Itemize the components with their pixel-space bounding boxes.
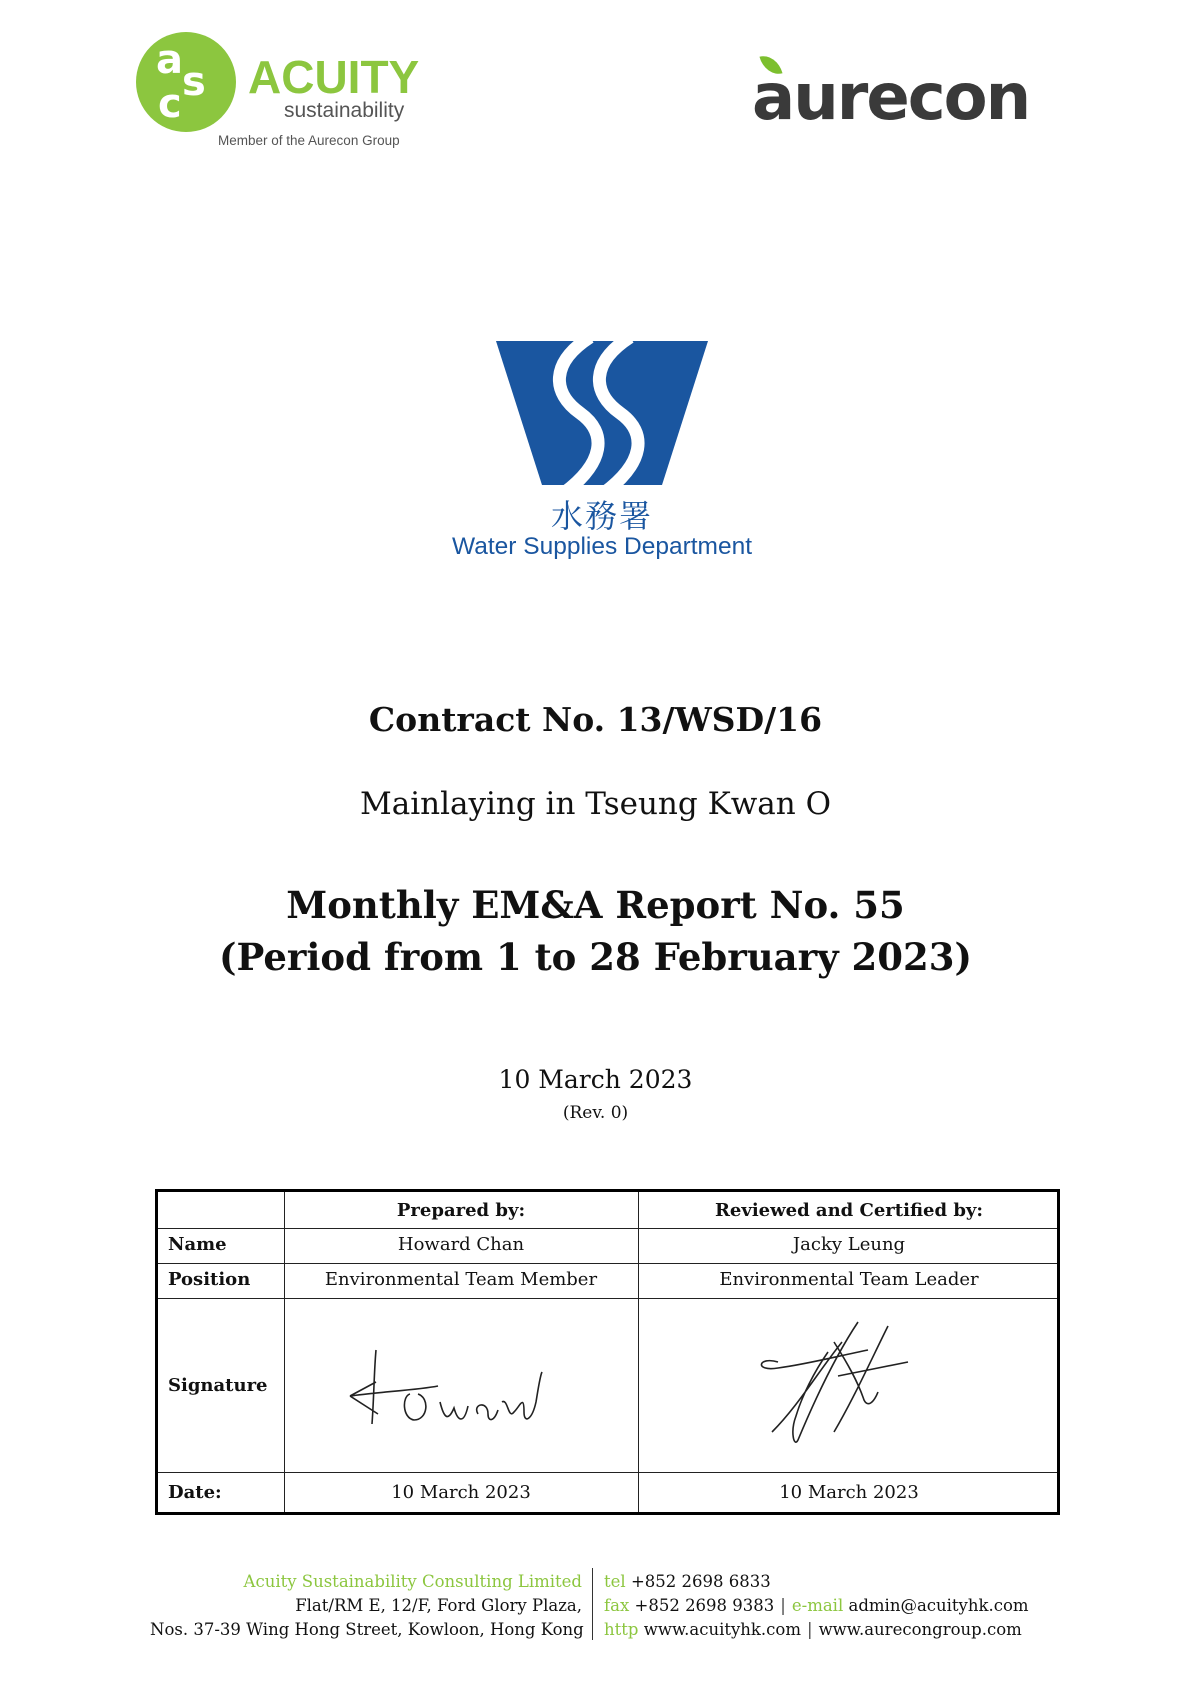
reviewed-name: Jacky Leung xyxy=(792,1234,906,1255)
acuity-wordmark: ACUITY xyxy=(248,51,420,103)
footer-divider xyxy=(592,1568,593,1640)
label-date: Date: xyxy=(168,1482,222,1503)
web-link-aurecon[interactable]: www.aurecongroup.com xyxy=(818,1620,1022,1639)
tel-label: tel xyxy=(604,1572,626,1591)
fax-number: +852 2698 9383 xyxy=(634,1596,775,1615)
fax-label: fax xyxy=(604,1596,630,1615)
project-name: Mainlaying in Tseung Kwan O xyxy=(359,786,832,822)
wsd-chinese-name: 水務署 xyxy=(550,497,653,535)
acuity-monogram-icon xyxy=(136,32,236,132)
prepared-position: Environmental Team Member xyxy=(324,1269,598,1290)
monogram-letter-c: c xyxy=(158,81,182,127)
label-name: Name xyxy=(168,1234,227,1255)
prepared-signature xyxy=(348,1332,568,1432)
prepared-name: Howard Chan xyxy=(397,1234,525,1255)
table-divider xyxy=(158,1298,1057,1299)
footer-company: Acuity Sustainability Consulting Limited xyxy=(243,1572,582,1591)
reviewed-date: 10 March 2023 xyxy=(779,1482,919,1503)
separator: | xyxy=(780,1596,786,1615)
footer-address-line2: Nos. 37-39 Wing Hong Street, Kowloon, Hong Kong xyxy=(150,1620,584,1639)
acuity-subtitle: sustainability xyxy=(284,99,405,122)
wsd-emblem-icon xyxy=(440,335,764,495)
acuity-logo xyxy=(136,32,421,152)
table-divider xyxy=(158,1472,1057,1473)
report-revision: (Rev. 0) xyxy=(562,1103,629,1123)
aurecon-wordmark: aurecon xyxy=(752,61,1030,135)
reviewed-signature xyxy=(738,1312,918,1452)
approval-table xyxy=(155,1189,1060,1515)
report-date: 10 March 2023 xyxy=(498,1065,693,1094)
table-divider xyxy=(158,1228,1057,1229)
header-prepared-by: Prepared by: xyxy=(396,1200,526,1221)
label-signature: Signature xyxy=(168,1375,268,1396)
separator: | xyxy=(807,1620,813,1639)
web-link-acuity[interactable]: www.acuityhk.com xyxy=(643,1620,801,1639)
reviewed-position: Environmental Team Leader xyxy=(719,1269,979,1290)
footer-address-block xyxy=(150,1570,582,1642)
footer-contact-block xyxy=(604,1570,1029,1642)
contract-number: Contract No. 13/WSD/16 xyxy=(368,700,823,739)
aurecon-logo xyxy=(752,54,1072,134)
report-title: Monthly EM&A Report No. 55 xyxy=(286,883,905,927)
monogram-letter-s: s xyxy=(182,59,206,105)
wsd-logo xyxy=(440,335,764,571)
report-period: (Period from 1 to 28 February 2023) xyxy=(218,935,972,979)
monogram-letter-a: a xyxy=(156,37,183,83)
label-position: Position xyxy=(168,1269,251,1290)
header-reviewed-by: Reviewed and Certified by: xyxy=(714,1200,984,1221)
acuity-tagline: Member of the Aurecon Group xyxy=(218,133,400,148)
email-label: e-mail xyxy=(791,1596,844,1615)
http-label: http xyxy=(604,1620,639,1639)
tel-number: +852 2698 6833 xyxy=(630,1572,771,1591)
footer-address-line1: Flat/RM E, 12/F, Ford Glory Plaza, xyxy=(295,1596,582,1615)
prepared-date: 10 March 2023 xyxy=(391,1482,531,1503)
wsd-english-name: Water Supplies Department xyxy=(451,533,753,560)
email-link[interactable]: admin@acuityhk.com xyxy=(848,1596,1029,1615)
table-divider xyxy=(158,1263,1057,1264)
